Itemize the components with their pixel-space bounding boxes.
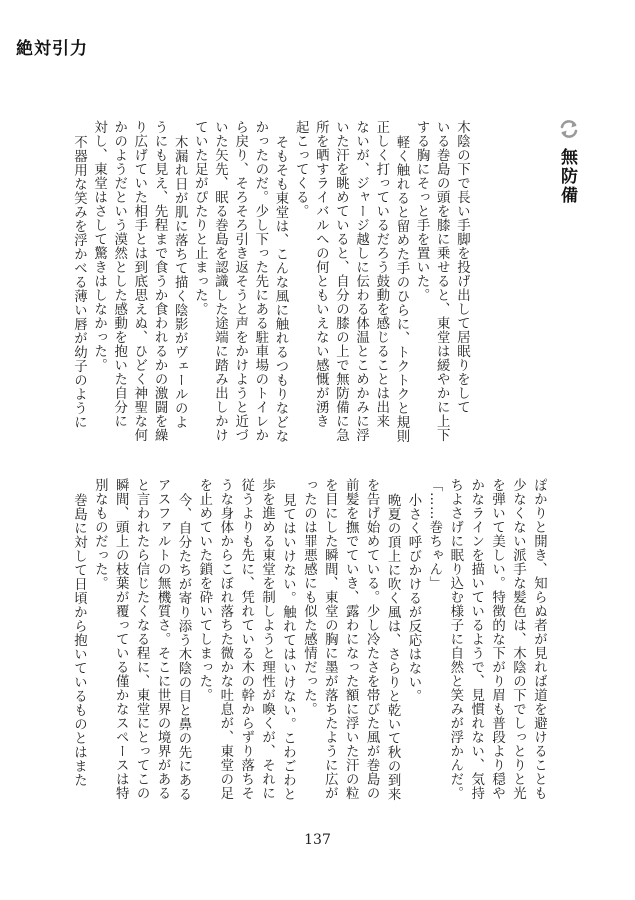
text-column: 別なものだった。 xyxy=(92,478,108,590)
text-column: 見てはいけない。触れてはいけない。こわごわと xyxy=(280,493,296,801)
text-column: を止めていた鎖を砕いてしまった。 xyxy=(196,478,212,702)
text-column: り広げていた相手とは到底思えぬ、ひどく神聖な何 xyxy=(131,120,147,442)
text-column: 小さく呼びかけるが反応はない。 xyxy=(405,493,421,703)
text-column: いる巻島の頭を膝に乗せると、東堂は緩やかに上下 xyxy=(434,120,450,442)
text-column: 木陰の下で長い手脚を投げ出して居眠りをして xyxy=(454,120,470,414)
text-column: 所を晒すライバルへの何ともいえない感慨が湧き xyxy=(313,120,329,428)
text-column: 晩夏の頂上に吹く風は、さらりと乾いて秋の到来 xyxy=(385,493,401,801)
text-column: うにも見え、先程まで食うか食われるかの激闘を繰 xyxy=(152,120,168,442)
text-column: 「……巻ちゃん」 xyxy=(426,478,442,590)
running-header-title: 絶対引力 xyxy=(16,39,88,59)
text-column: を弾いて美しい。特徴的な下がり眉も普段より穏や xyxy=(489,478,505,800)
text-column: ら戻り、そろそろ引き返そうと声をかけようと近づ xyxy=(232,120,248,442)
text-column: 歩を進める東堂を制しようと理性が喚くが、それに xyxy=(259,478,275,800)
text-column: 軽く触れると留めた手のひらに、トクトクと規則 xyxy=(393,135,409,443)
text-column: アスファルトの無機質さ。そこに世界の境界がある xyxy=(155,478,171,800)
text-column: ていた足がぴたりと止まった。 xyxy=(192,120,208,316)
text-column: かなラインを描いているようで、見慣れない、気持 xyxy=(468,478,484,800)
text-column: 不器用な笑みを浮かべる薄い唇が幼子のように xyxy=(71,135,87,429)
text-column: ないが、ジャージ越しに伝わる体温とこめかみに浮 xyxy=(353,120,369,442)
text-column: する胸にそっと手を置いた。 xyxy=(414,120,430,302)
text-column: かのようだという漠然とした感動を抱いた自分に xyxy=(111,120,127,428)
page-number: 137 xyxy=(304,832,331,848)
chapter-title: 無防備 xyxy=(557,148,577,205)
text-column: 木漏れ日が肌に落ちて描く陰影がヴェールのよ xyxy=(172,135,188,429)
text-column: 正しく打っているだろう鼓動を感じることは出来 xyxy=(373,120,389,428)
text-column: そもそも東堂は、こんな風に触れるつもりなどな xyxy=(272,135,288,443)
text-column: を目にした瞬間、東堂の胸に墨が落ちたように広が xyxy=(322,478,338,800)
text-column: ぽかりと開き、知らぬ者が見れば道を避けることも xyxy=(531,478,547,800)
text-column: うな身体からこぼれ落ちた微かな吐息が、東堂の足 xyxy=(217,478,233,800)
text-column: 従うよりも先に、凭れている木の幹からずり落ちそ xyxy=(238,478,254,800)
text-column: かったのだ。少し下った先にある駐車場のトイレか xyxy=(252,120,268,442)
text-column: 今、自分たちが寄り添う木陰の目と鼻の先にある xyxy=(175,493,191,801)
text-column: と言われたら信じたくなる程に、東堂にとってこの xyxy=(134,478,150,800)
text-column: ったのは罪悪感にも似た感情だった。 xyxy=(301,478,317,716)
text-column: 少なくない派手な髪色は、木陰の下でしっとりと光 xyxy=(510,478,526,800)
text-column: ちよさげに眠り込む様子に自然と笑みが浮かんだ。 xyxy=(447,478,463,800)
text-column: 対し、東堂はさして驚きはしなかった。 xyxy=(91,120,107,372)
text-column: 巻島に対して日頃から抱いているものとはまた xyxy=(71,493,87,787)
text-column: 起こってくる。 xyxy=(293,120,309,218)
recycle-arrows-icon xyxy=(558,118,580,140)
chapter-heading xyxy=(553,118,583,228)
text-column: いた汗を眺めていると、自分の膝の上で無防備に急 xyxy=(333,120,349,442)
text-column: を告げ始めている。少し冷たさを帯びた風が巻島の xyxy=(364,478,380,800)
text-column: 瞬間、頭上の枝葉が覆っている僅かなスペースは特 xyxy=(113,478,129,800)
text-column: 前髪を撫でていき、露わになった額に浮いた汗の粒 xyxy=(343,478,359,800)
text-column: いた矢先、眠る巻島を認識した途端に踏み出しかけ xyxy=(212,120,228,442)
